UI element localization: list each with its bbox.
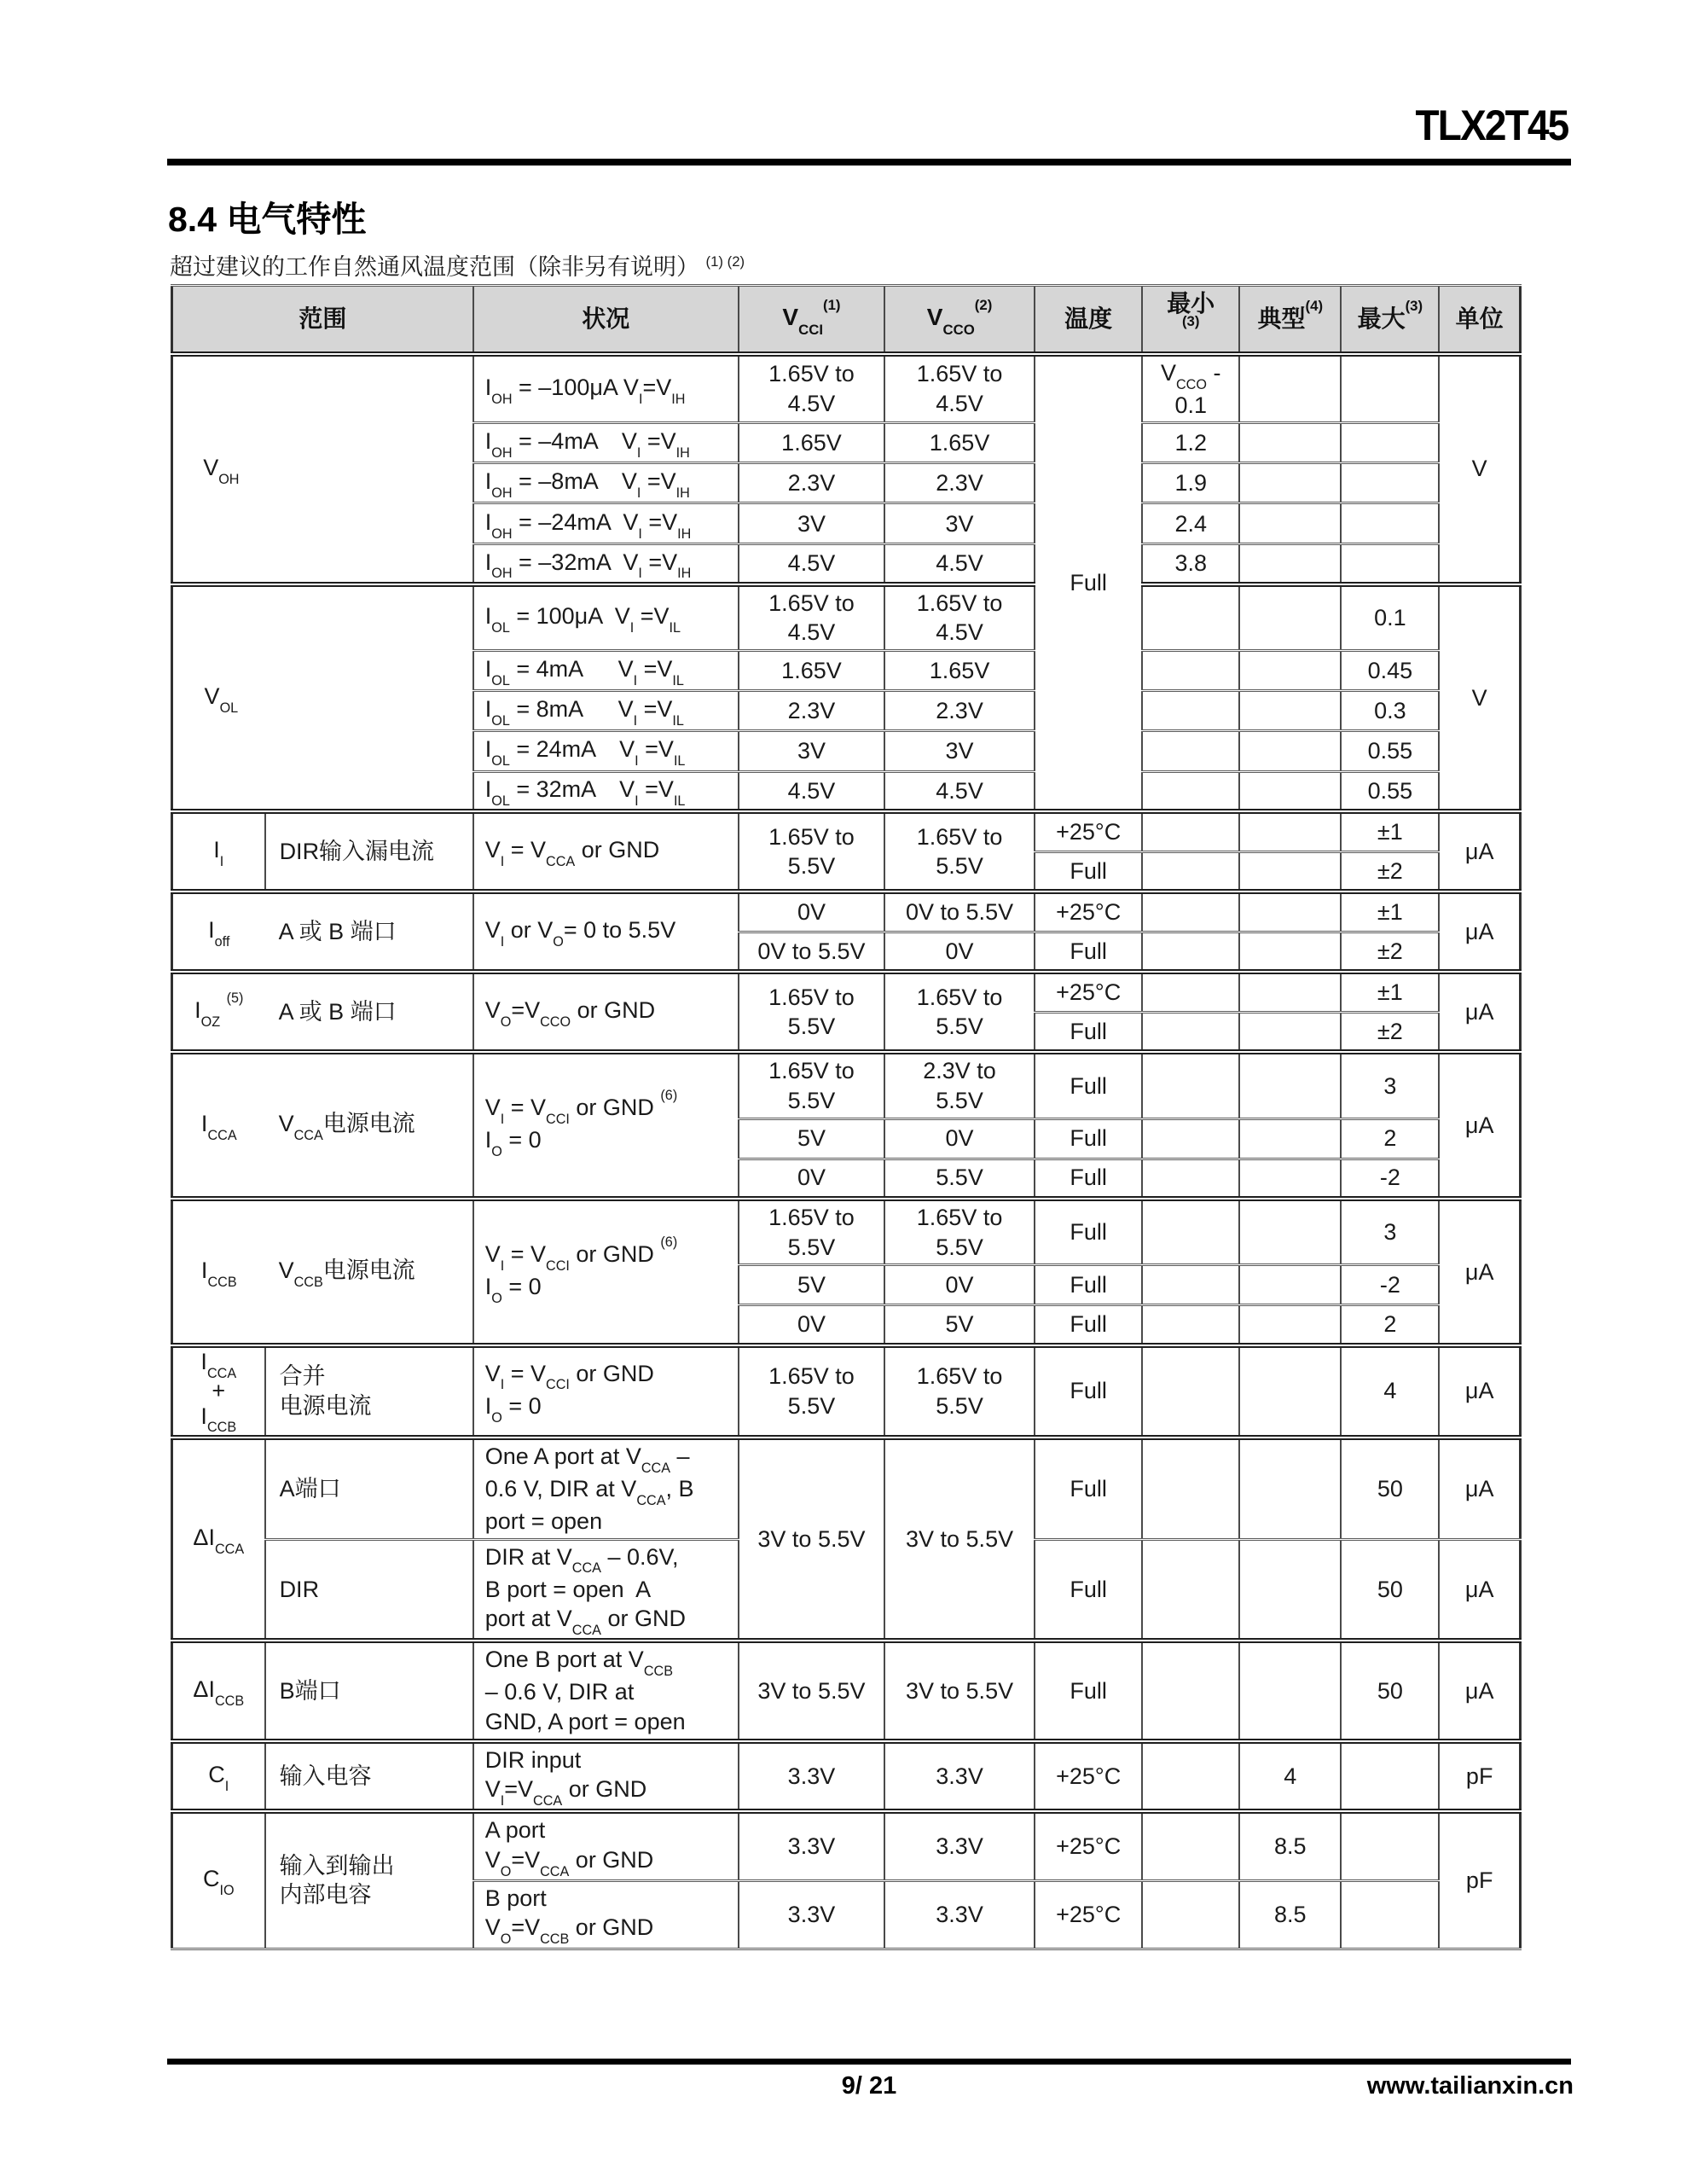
- table-cell: $V_{CCA}$电源电流: [265, 1052, 473, 1199]
- table-cell: $C_{IO}$: [172, 1811, 265, 1949]
- table-cell: [1142, 932, 1239, 972]
- table-cell: pF: [1439, 1741, 1520, 1812]
- table-cell: DIR at $V_{CCA} - 0.6V$, B port = open A port at $V_{CCA}$ or GND: [473, 1539, 739, 1641]
- table-cell: [1142, 1305, 1239, 1345]
- table-cell: 8.5: [1239, 1880, 1341, 1949]
- table-cell: V: [1439, 584, 1520, 812]
- table-cell: 3.3V: [884, 1880, 1035, 1949]
- table-cell: 50: [1341, 1438, 1439, 1539]
- table-cell: [1239, 932, 1341, 972]
- section-title: 8.4 电气特性: [168, 200, 367, 239]
- table-row: [172, 1741, 1521, 1812]
- table-cell: 5.5V: [884, 1159, 1035, 1199]
- table-cell: 2.3V to 5.5V: [884, 1052, 1035, 1118]
- table-cell: 0V: [884, 1118, 1035, 1159]
- table-cell: [1142, 690, 1239, 730]
- table-row: [172, 1345, 1521, 1438]
- table-cell: [1239, 1539, 1341, 1641]
- table-cell: $I_{OH} = -100\mu A$ $V_I=V_{IH}$: [473, 354, 739, 423]
- table-cell: $I_{off}$: [172, 892, 265, 972]
- table-cell: 1.65V to 4.5V: [884, 354, 1035, 423]
- table-cell: $I_{OL} = 4mA$ $V_I =V_{IL}$: [473, 650, 739, 690]
- table-cell: [1239, 423, 1341, 463]
- table-cell: Full: [1035, 1539, 1142, 1641]
- table-cell: Full: [1035, 354, 1142, 812]
- table-cell: 0V: [739, 892, 884, 932]
- table-cell: ±1: [1341, 972, 1439, 1012]
- table-cell: Full: [1035, 1012, 1142, 1052]
- table-cell: $I_{OL} = 8mA$ $V_I =V_{IL}$: [473, 690, 739, 730]
- table-cell: [1341, 1880, 1439, 1949]
- table-cell: μA: [1439, 1539, 1520, 1641]
- table-cell: $I_{OL} = 100\mu A$ $V_I =V_{IL}$: [473, 584, 739, 651]
- table-cell: 3V: [739, 503, 884, 544]
- table-cell: 1.65V to 5.5V: [884, 1199, 1035, 1265]
- table-cell: 0V to 5.5V: [884, 892, 1035, 932]
- table-cell: [1239, 1345, 1341, 1438]
- table-cell: +25°C: [1035, 972, 1142, 1012]
- table-cell: 3: [1341, 1052, 1439, 1118]
- column-header: 单位: [1439, 286, 1520, 354]
- table-cell: 8.5: [1239, 1811, 1341, 1880]
- table-cell: [1239, 1305, 1341, 1345]
- table-cell: -2: [1341, 1265, 1439, 1305]
- table-cell: μA: [1439, 1641, 1520, 1740]
- table-cell: [1239, 771, 1341, 811]
- table-cell: DIR: [265, 1539, 473, 1641]
- table-cell: [1142, 892, 1239, 932]
- table-cell: [1142, 1012, 1239, 1052]
- table-row: [172, 1052, 1521, 1118]
- table-cell: $I_{OL} = 24mA$ $V_I =V_{IL}$: [473, 730, 739, 771]
- table-cell: 3.8: [1142, 544, 1239, 584]
- table-cell: 1.65V to 5.5V: [739, 1345, 884, 1438]
- table-cell: $V_{OH}$: [172, 354, 473, 584]
- table-cell: 3.3V: [739, 1880, 884, 1949]
- table-body: [172, 354, 1521, 1949]
- table-cell: $V_I = V_{CCA}$ or GND: [473, 811, 739, 892]
- table-cell: B port $V_O=V_{CCB}$ or GND: [473, 1880, 739, 1949]
- table-cell: 0.3: [1341, 690, 1439, 730]
- table-cell: Full: [1035, 1199, 1142, 1265]
- table-cell: [1239, 503, 1341, 544]
- table-cell: [1239, 851, 1341, 892]
- table-cell: [1142, 1052, 1239, 1118]
- table-cell: Full: [1035, 1305, 1142, 1345]
- table-row: [172, 584, 1521, 651]
- table-cell: Full: [1035, 932, 1142, 972]
- table-cell: ±1: [1341, 811, 1439, 851]
- table-row: [172, 892, 1521, 932]
- table-cell: Full: [1035, 1641, 1142, 1740]
- header-rule: [167, 159, 1571, 166]
- table-row: [172, 286, 1521, 354]
- table-cell: 5V: [739, 1265, 884, 1305]
- table-cell: 5V: [884, 1305, 1035, 1345]
- table-cell: 3.3V: [884, 1811, 1035, 1880]
- table-cell: 1.2: [1142, 423, 1239, 463]
- table-cell: 0V to 5.5V: [739, 932, 884, 972]
- electrical-characteristics-table: [171, 284, 1522, 1950]
- table-cell: B端口: [265, 1641, 473, 1740]
- table-cell: $V_I = V_{CCI}$ or GND $^{(6)}$ $I_O = 0$: [473, 1199, 739, 1345]
- table-cell: Full: [1035, 1118, 1142, 1159]
- table-cell: $I_{OH} = -24mA$ $V_I =V_{IH}$: [473, 503, 739, 544]
- table-cell: μA: [1439, 892, 1520, 972]
- table-cell: Full: [1035, 1159, 1142, 1199]
- table-cell: One A port at $V_{CCA}$ – 0.6 V, DIR at $V_{CCA}$, B port = open: [473, 1438, 739, 1539]
- table-row: [172, 1641, 1521, 1740]
- table-cell: 1.65V: [884, 650, 1035, 690]
- table-cell: Full: [1035, 1345, 1142, 1438]
- table-cell: 1.65V to 4.5V: [739, 584, 884, 651]
- table-cell: [1239, 1159, 1341, 1199]
- table-cell: 3V: [739, 730, 884, 771]
- table-cell: [1239, 1438, 1341, 1539]
- table-cell: [1341, 1741, 1439, 1812]
- table-cell: [1239, 1641, 1341, 1740]
- table-cell: One B port at $V_{CCB}$ – 0.6 V, DIR at GND, A port = open: [473, 1641, 739, 1740]
- table-cell: [1142, 650, 1239, 690]
- table-cell: +25°C: [1035, 1811, 1142, 1880]
- table-row: [172, 811, 1521, 851]
- table-cell: 1.65V to 5.5V: [884, 811, 1035, 892]
- table-cell: 4.5V: [884, 771, 1035, 811]
- table-cell: [1142, 1741, 1239, 1812]
- table-cell: $V_O=V_{CCO}$ or GND: [473, 972, 739, 1052]
- section-subtitle: 超过建议的工作自然通风温度范围（除非另有说明） $^{(1) (2)}$: [170, 253, 745, 280]
- table-cell: 3V to 5.5V: [739, 1438, 884, 1641]
- table-cell: 2.3V: [884, 690, 1035, 730]
- table-cell: 2.3V: [739, 690, 884, 730]
- table-cell: [1239, 584, 1341, 651]
- table-cell: 3: [1341, 1199, 1439, 1265]
- table-cell: [1239, 650, 1341, 690]
- table-cell: [1239, 1118, 1341, 1159]
- table-cell: μA: [1439, 1199, 1520, 1345]
- table-cell: [1142, 851, 1239, 892]
- table-cell: $I_I$: [172, 811, 265, 892]
- table-cell: 3V: [884, 503, 1035, 544]
- table-cell: 2.3V: [884, 463, 1035, 503]
- table-cell: A 或 B 端口: [265, 892, 473, 972]
- table-cell: [1142, 771, 1239, 811]
- table-cell: [1142, 811, 1239, 851]
- table-row: [172, 1811, 1521, 1880]
- table-cell: [1341, 1811, 1439, 1880]
- table-cell: $V_I$ or $V_O= 0$ to 5.5V: [473, 892, 739, 972]
- table-cell: 4: [1239, 1741, 1341, 1812]
- table-cell: 1.65V to 5.5V: [884, 1345, 1035, 1438]
- table-cell: 3V to 5.5V: [739, 1641, 884, 1740]
- table-cell: [1142, 1159, 1239, 1199]
- column-header: $V_{CCO}^{(2)}$: [884, 286, 1035, 354]
- table-cell: 0V: [884, 1265, 1035, 1305]
- table-cell: μA: [1439, 1052, 1520, 1199]
- table-row: [172, 1438, 1521, 1539]
- table-cell: 0V: [884, 932, 1035, 972]
- table-cell: 0.55: [1341, 771, 1439, 811]
- table-cell: [1142, 730, 1239, 771]
- table-cell: $I_{OH} = -32mA$ $V_I =V_{IH}$: [473, 544, 739, 584]
- table-cell: 50: [1341, 1641, 1439, 1740]
- table-cell: $I_{CCB}$: [172, 1199, 265, 1345]
- column-header: 最大$^{(3)}$: [1341, 286, 1439, 354]
- table-cell: 0V: [739, 1159, 884, 1199]
- table-cell: [1239, 1265, 1341, 1305]
- table-cell: 1.65V to 5.5V: [739, 972, 884, 1052]
- table-cell: ±1: [1341, 892, 1439, 932]
- table-cell: 3V to 5.5V: [884, 1438, 1035, 1641]
- table-cell: 2.4: [1142, 503, 1239, 544]
- table-cell: Full: [1035, 1438, 1142, 1539]
- table-cell: [1142, 1438, 1239, 1539]
- table-cell: 1.9: [1142, 463, 1239, 503]
- document-title: TLX2T45: [1415, 102, 1568, 149]
- table-cell: 输入到输出 内部电容: [265, 1811, 473, 1949]
- table-row: [172, 972, 1521, 1012]
- table-cell: $V_{OL}$: [172, 584, 473, 812]
- table-cell: [1341, 503, 1439, 544]
- table-cell: [1142, 584, 1239, 651]
- table-cell: [1142, 1265, 1239, 1305]
- table-cell: [1239, 811, 1341, 851]
- table-cell: +25°C: [1035, 1741, 1142, 1812]
- table-cell: 3V: [884, 730, 1035, 771]
- table-cell: 1.65V: [739, 423, 884, 463]
- table-cell: μA: [1439, 1345, 1520, 1438]
- table-cell: $\Delta I_{CCA}$: [172, 1438, 265, 1641]
- table-cell: [1239, 730, 1341, 771]
- table-cell: $I_{OH} = -4mA$ $V_I =V_{IH}$: [473, 423, 739, 463]
- table-cell: 输入电容: [265, 1741, 473, 1812]
- table-cell: 1.65V to 5.5V: [739, 1052, 884, 1118]
- table-cell: [1142, 1118, 1239, 1159]
- table-cell: 3.3V: [739, 1741, 884, 1812]
- table-cell: 5V: [739, 1118, 884, 1159]
- table-cell: 4: [1341, 1345, 1439, 1438]
- table-cell: $I_{OZ}$ $^{(5)}$: [172, 972, 265, 1052]
- table-cell: 1.65V to 5.5V: [739, 1199, 884, 1265]
- table-cell: $V_I = V_{CCI}$ or GND $^{(6)}$ $I_O = 0$: [473, 1052, 739, 1199]
- table-cell: Full: [1035, 851, 1142, 892]
- table-cell: pF: [1439, 1811, 1520, 1949]
- table-cell: [1341, 423, 1439, 463]
- table-cell: 0.55: [1341, 730, 1439, 771]
- table-cell: [1239, 972, 1341, 1012]
- table-cell: 4.5V: [884, 544, 1035, 584]
- table-cell: ±2: [1341, 851, 1439, 892]
- table-cell: 1.65V to 4.5V: [884, 584, 1035, 651]
- table-cell: 0.1: [1341, 584, 1439, 651]
- website-text: www.tailianxin.cn: [1366, 2072, 1574, 2100]
- column-header: 典型$^{(4)}$: [1239, 286, 1341, 354]
- table-cell: $I_{CCA}$: [172, 1052, 265, 1199]
- table-cell: 3.3V: [884, 1741, 1035, 1812]
- table-cell: 0.45: [1341, 650, 1439, 690]
- table-cell: Full: [1035, 1052, 1142, 1118]
- table-cell: 2: [1341, 1305, 1439, 1345]
- table-cell: 1.65V to 5.5V: [739, 811, 884, 892]
- table-cell: [1239, 892, 1341, 932]
- table-cell: [1239, 463, 1341, 503]
- table-cell: A 或 B 端口: [265, 972, 473, 1052]
- table-cell: μA: [1439, 1438, 1520, 1539]
- page-number: 9/ 21: [841, 2072, 897, 2100]
- table-cell: [1142, 1641, 1239, 1740]
- table-cell: 1.65V: [739, 650, 884, 690]
- table-cell: [1239, 690, 1341, 730]
- table-cell: [1142, 972, 1239, 1012]
- table-row: [172, 354, 1521, 423]
- table-cell: 1.65V: [884, 423, 1035, 463]
- column-header: 范围: [172, 286, 473, 354]
- table-cell: V: [1439, 354, 1520, 584]
- table-cell: $I_{OH} = -8mA$ $V_I =V_{IH}$: [473, 463, 739, 503]
- column-header: $V_{CCI}^{(1)}$: [739, 286, 884, 354]
- table-cell: $C_I$: [172, 1741, 265, 1812]
- table-cell: 4.5V: [739, 544, 884, 584]
- table-cell: DIR输入漏电流: [265, 811, 473, 892]
- table-cell: 2.3V: [739, 463, 884, 503]
- table-cell: [1341, 354, 1439, 423]
- table-cell: A port $V_O=V_{CCA}$ or GND: [473, 1811, 739, 1880]
- table-cell: ±2: [1341, 1012, 1439, 1052]
- table-head: [172, 286, 1521, 354]
- table-cell: 1.65V to 4.5V: [739, 354, 884, 423]
- table-cell: 合并 电源电流: [265, 1345, 473, 1438]
- table-cell: DIR input $V_I=V_{CCA}$ or GND: [473, 1741, 739, 1812]
- table-cell: +25°C: [1035, 892, 1142, 932]
- table-cell: [1239, 354, 1341, 423]
- table-cell: ±2: [1341, 932, 1439, 972]
- column-header: 最小 $^{(3)}$: [1142, 286, 1239, 354]
- footer-rule: [167, 2059, 1571, 2065]
- table-cell: [1239, 1052, 1341, 1118]
- table-cell: $V_{CCO}$ - 0.1: [1142, 354, 1239, 423]
- table-cell: [1341, 463, 1439, 503]
- table-cell: [1142, 1539, 1239, 1641]
- table-cell: 50: [1341, 1539, 1439, 1641]
- table-cell: $\Delta I_{CCB}$: [172, 1641, 265, 1740]
- table-cell: [1142, 1199, 1239, 1265]
- column-header: 状况: [473, 286, 739, 354]
- column-header: 温度: [1035, 286, 1142, 354]
- table-row: [172, 1199, 1521, 1265]
- table-cell: +25°C: [1035, 811, 1142, 851]
- table-cell: μA: [1439, 811, 1520, 892]
- table-cell: -2: [1341, 1159, 1439, 1199]
- table-cell: 3V to 5.5V: [884, 1641, 1035, 1740]
- table-cell: [1239, 544, 1341, 584]
- table-cell: [1341, 544, 1439, 584]
- table-cell: μA: [1439, 972, 1520, 1052]
- table-cell: [1239, 1199, 1341, 1265]
- table-cell: 2: [1341, 1118, 1439, 1159]
- table-cell: 0V: [739, 1305, 884, 1345]
- table-cell: [1142, 1811, 1239, 1880]
- table-cell: A端口: [265, 1438, 473, 1539]
- table-cell: [1142, 1880, 1239, 1949]
- table-cell: $I_{OL} = 32mA$ $V_I =V_{IL}$: [473, 771, 739, 811]
- table-cell: $I_{CCA}$ + $I_{CCB}$: [172, 1345, 265, 1438]
- table-cell: 4.5V: [739, 771, 884, 811]
- table-cell: [1142, 1345, 1239, 1438]
- table-cell: +25°C: [1035, 1880, 1142, 1949]
- table-cell: $V_I = V_{CCI}$ or GND $I_O = 0$: [473, 1345, 739, 1438]
- table-cell: 1.65V to 5.5V: [884, 972, 1035, 1052]
- table-cell: [1239, 1012, 1341, 1052]
- table-cell: 3.3V: [739, 1811, 884, 1880]
- table-cell: $V_{CCB}$电源电流: [265, 1199, 473, 1345]
- table-cell: Full: [1035, 1265, 1142, 1305]
